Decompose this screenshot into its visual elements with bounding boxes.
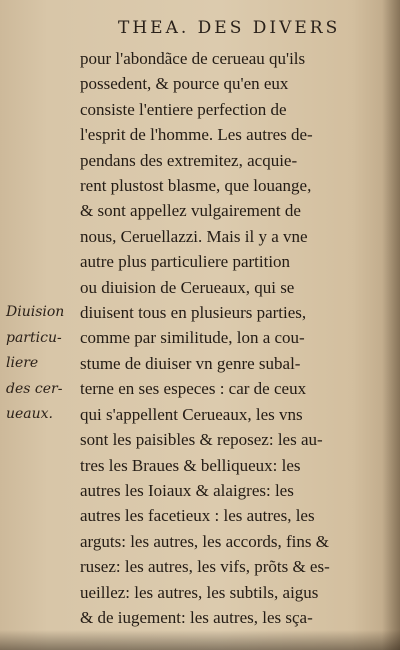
text-line: sont les paisibles & reposez: les au- xyxy=(80,430,323,450)
marginal-note-line: particu- xyxy=(6,329,62,346)
page-edge-shadow xyxy=(382,0,400,650)
text-line: nous, Ceruellazzi. Mais il y a vne xyxy=(80,226,308,246)
marginal-note-line: Diuision xyxy=(6,304,65,320)
text-line: & de iugement: les autres, les sça- xyxy=(80,607,313,627)
marginal-note-line: des cer- xyxy=(6,380,63,397)
running-head: THEA. DES DIVERS xyxy=(118,18,341,38)
body-text xyxy=(80,46,385,630)
text-line: l'esprit de l'homme. Les autres de- xyxy=(80,125,313,145)
text-line: comme par similitude, lon a cou- xyxy=(80,328,305,348)
marginal-note-line: ueaux. xyxy=(6,406,54,422)
text-line: possedent, & pource qu'en eux xyxy=(80,74,289,94)
text-line: stume de diuiser vn genre subal- xyxy=(80,353,301,373)
text-line: ou diuision de Cerueaux, qui se xyxy=(80,277,295,297)
text-line: autres les facetieux : les autres, les xyxy=(80,506,315,526)
text-line: tres les Braues & belliqueux: les xyxy=(80,455,301,475)
text-line: terne en ses especes : car de ceux xyxy=(80,379,307,399)
text-line: autre plus particuliere partition xyxy=(80,252,291,272)
page-bottom-shadow xyxy=(0,630,400,650)
marginal-note-line: liere xyxy=(6,355,39,371)
text-line: & sont appellez vulgairement de xyxy=(80,201,301,221)
text-line: qui s'appellent Cerueaux, les vns xyxy=(80,404,303,424)
text-line: arguts: les autres, les accords, fins & xyxy=(80,531,329,551)
text-line: rent plustost blasme, que louange, xyxy=(80,176,312,196)
text-line: rusez: les autres, les vifs, prõts & es- xyxy=(80,557,330,577)
marginal-note xyxy=(6,300,76,428)
text-line: pendans des extremitez, acquie- xyxy=(80,150,298,170)
text-line: pour l'abondãce de cerueau qu'ils xyxy=(80,49,306,68)
text-line: autres les Ioiaux & alaigres: les xyxy=(80,480,294,500)
text-line: diuisent tous en plusieurs parties, xyxy=(80,303,307,323)
text-line: consiste l'entiere perfection de xyxy=(80,99,287,119)
text-line: ueillez: les autres, les subtils, aigus xyxy=(80,582,319,602)
